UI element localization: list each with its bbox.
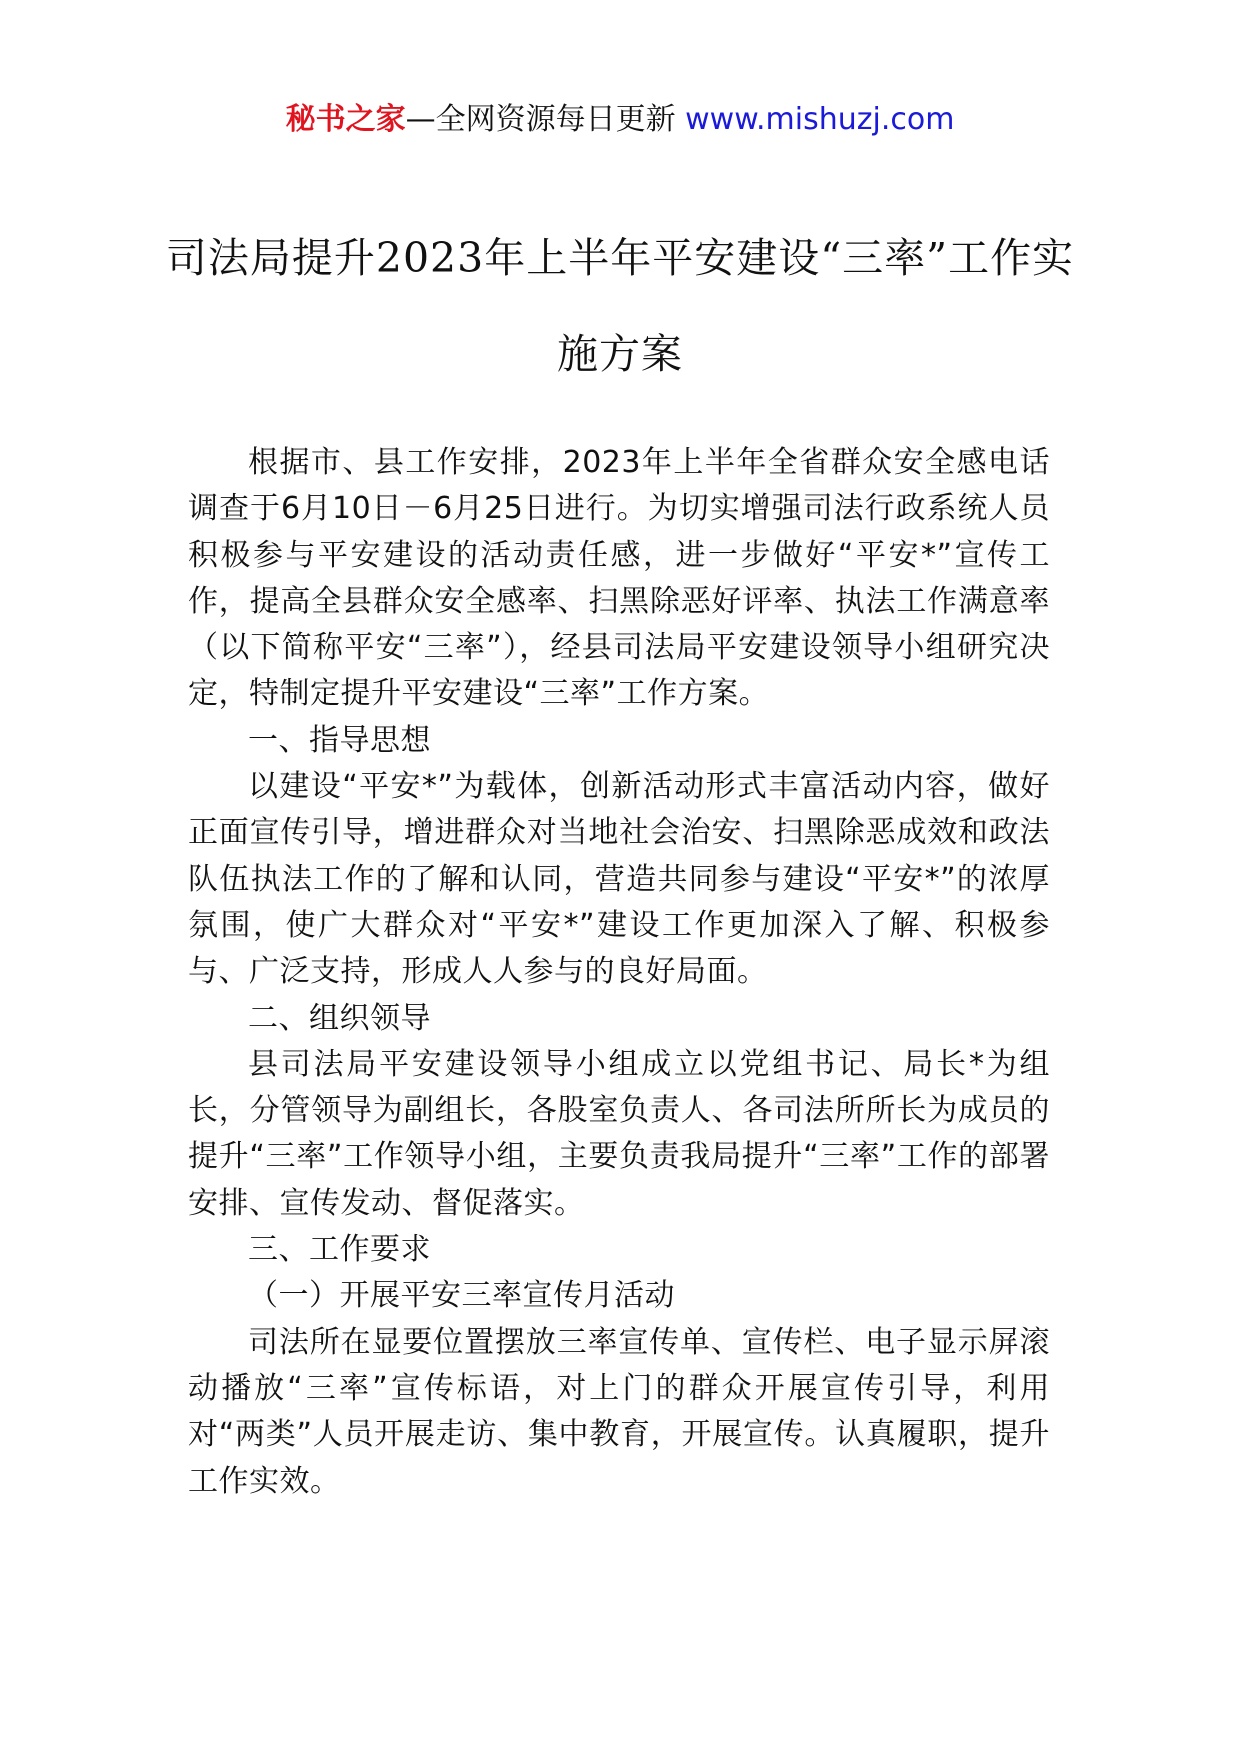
guiding-ideology-paragraph: 以建设“平安*”为载体，创新活动形式丰富活动内容，做好正面宣传引导，增进群众对当地社会治安、扫黑除恶成效和政法队伍执法工作的了解和认同，营造共同参与建设“平安*”的浓厚氛围，使广大群众对“平安*”建设工作更加深入了解、积极参与、广泛支持，形成人人参与的良好局面。 [188, 769, 1050, 990]
document-title: 司法局提升2023年上半年平安建设“三率”工作实施方案 [165, 234, 1075, 378]
site-brand-name: 秘书之家 [285, 102, 406, 137]
site-header-banner [0, 100, 1240, 140]
subsection-heading-publicity-month: （一）开展平安三率宣传月活动 [248, 1278, 675, 1314]
intro-paragraph: 根据市、县工作安排，2023年上半年全省群众安全感电话调查于6月10日－6月25日进行。为切实增强司法行政系统人员积极参与平安建设的活动责任感，进一步做好“平安*”宣传工作，提高全县群众安全感率、扫黑除恶好评率、执法工作满意率（以下简称平安“三率”），经县司法局平安建设领导小组研究决定，特制定提升平安建设“三率”工作方案。 [188, 445, 1050, 712]
section-heading-requirements: 三、工作要求 [248, 1232, 431, 1268]
section-heading-organization: 二、组织领导 [248, 1000, 431, 1036]
document-body [188, 440, 1050, 1505]
organization-paragraph: 县司法局平安建设领导小组成立以党组书记、局长*为组长，分管领导为副组长，各股室负责人、各司法所所长为成员的提升“三率”工作领导小组，主要负责我局提升“三率”工作的部署安排、宣传发动、督促落实。 [188, 1046, 1050, 1221]
section-heading-guiding-ideology: 一、指导思想 [248, 722, 431, 758]
site-url-link[interactable]: www.mishuzj.com [685, 102, 955, 137]
site-tagline: —全网资源每日更新 [405, 102, 686, 137]
publicity-month-paragraph: 司法所在显要位置摆放三率宣传单、宣传栏、电子显示屏滚动播放“三率”宣传标语，对上门的群众开展宣传引导，利用对“两类”人员开展走访、集中教育，开展宣传。认真履职，提升工作实效。 [188, 1324, 1050, 1499]
